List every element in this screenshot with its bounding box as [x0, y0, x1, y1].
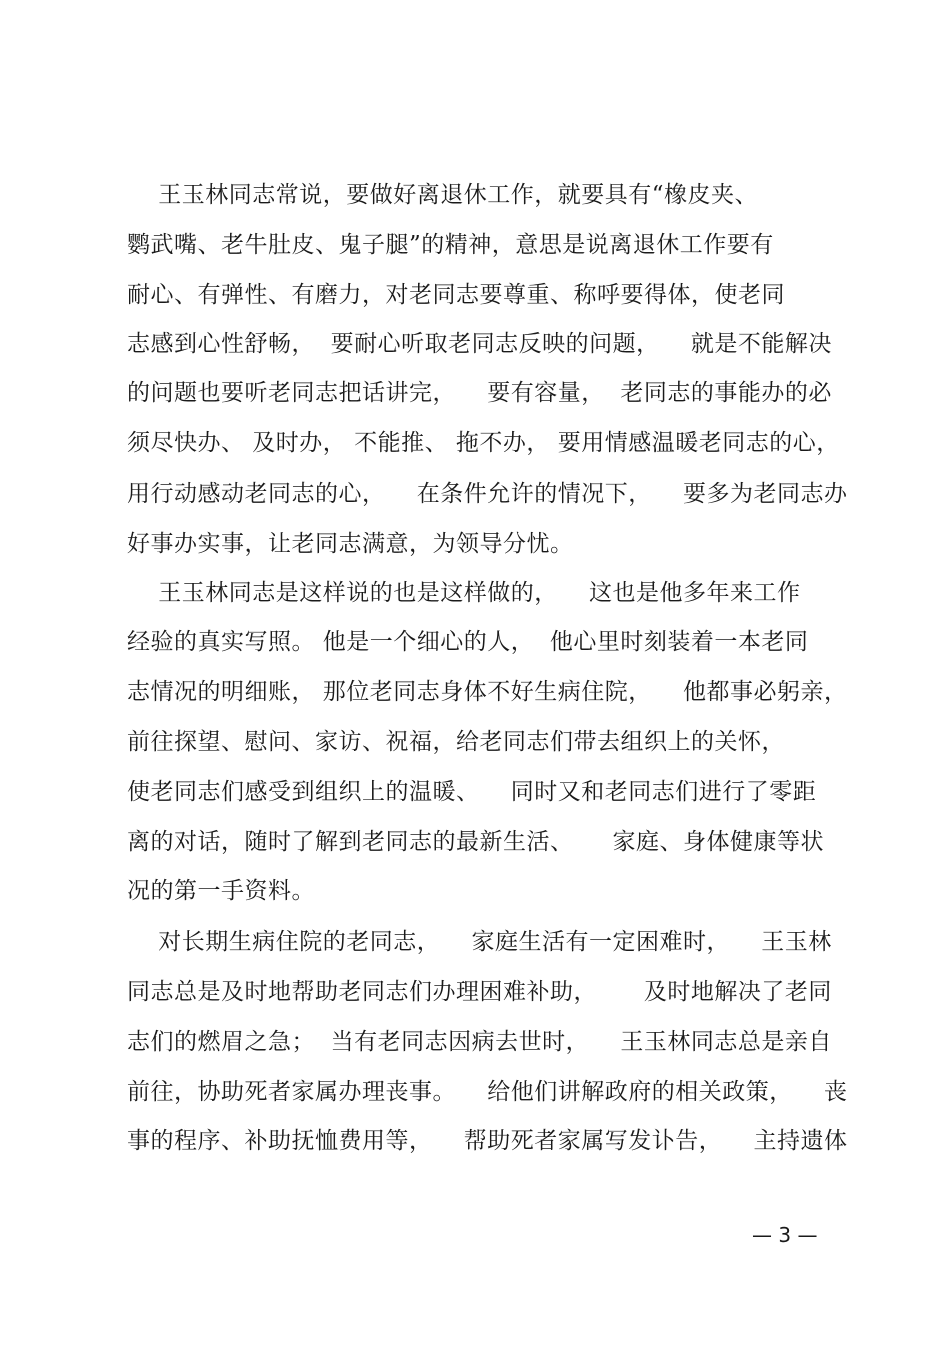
- text-line: 况的第一手资料。: [127, 878, 315, 904]
- text-line: 的问题也要听老同志把话讲完， 要有容量， 老同志的事能办的必: [127, 380, 832, 406]
- text-line: 须尽快办、 及时办， 不能推、 拖不办， 要用情感温暖老同志的心，: [127, 430, 840, 456]
- text-line: 同志总是及时地帮助老同志们办理困难补助， 及时地解决了老同: [127, 979, 832, 1005]
- text-line: 鹦武嘴、老牛肚皮、鬼子腿”的精神，意思是说离退休工作要有: [127, 232, 774, 258]
- text-line: 志们的燃眉之急； 当有老同志因病去世时， 王玉林同志总是亲自: [127, 1029, 832, 1055]
- text-line: 耐心、有弹性、有磨力，对老同志要尊重、称呼要得体，使老同: [127, 282, 785, 308]
- text-line: 王玉林同志常说，要做好离退休工作，就要具有“橡皮夹、: [127, 182, 759, 208]
- text-line: 对长期生病住院的老同志， 家庭生活有一定困难时， 王玉林: [127, 929, 832, 955]
- page-number: — 3 —: [752, 1223, 818, 1247]
- text-line: 志感到心性舒畅， 要耐心听取老同志反映的问题， 就是不能解决: [127, 331, 832, 357]
- text-line: 离的对话，随时了解到老同志的最新生活、 家庭、身体健康等状: [127, 829, 825, 855]
- text-line: 用行动感动老同志的心， 在条件允许的情况下， 要多为老同志办: [127, 481, 848, 507]
- text-line: 好事办实事，让老同志满意，为领导分忧。: [127, 531, 574, 557]
- text-line: 使老同志们感受到组织上的温暖、 同时又和老同志们进行了零距: [127, 779, 817, 805]
- text-line: 事的程序、补助抚恤费用等， 帮助死者家属写发讣告， 主持遗体: [127, 1128, 848, 1154]
- text-line: 经验的真实写照。 他是一个细心的人， 他心里时刻装着一本老同: [127, 629, 809, 655]
- text-line: 王玉林同志是这样说的也是这样做的， 这也是他多年来工作: [127, 580, 801, 606]
- text-line: 前往探望、慰问、家访、祝福，给老同志们带去组织上的关怀，: [127, 729, 785, 755]
- text-line: 志情况的明细账， 那位老同志身体不好生病住院， 他都事必躬亲，: [127, 679, 848, 705]
- text-line: 前往，协助死者家属办理丧事。 给他们讲解政府的相关政策， 丧: [127, 1079, 848, 1105]
